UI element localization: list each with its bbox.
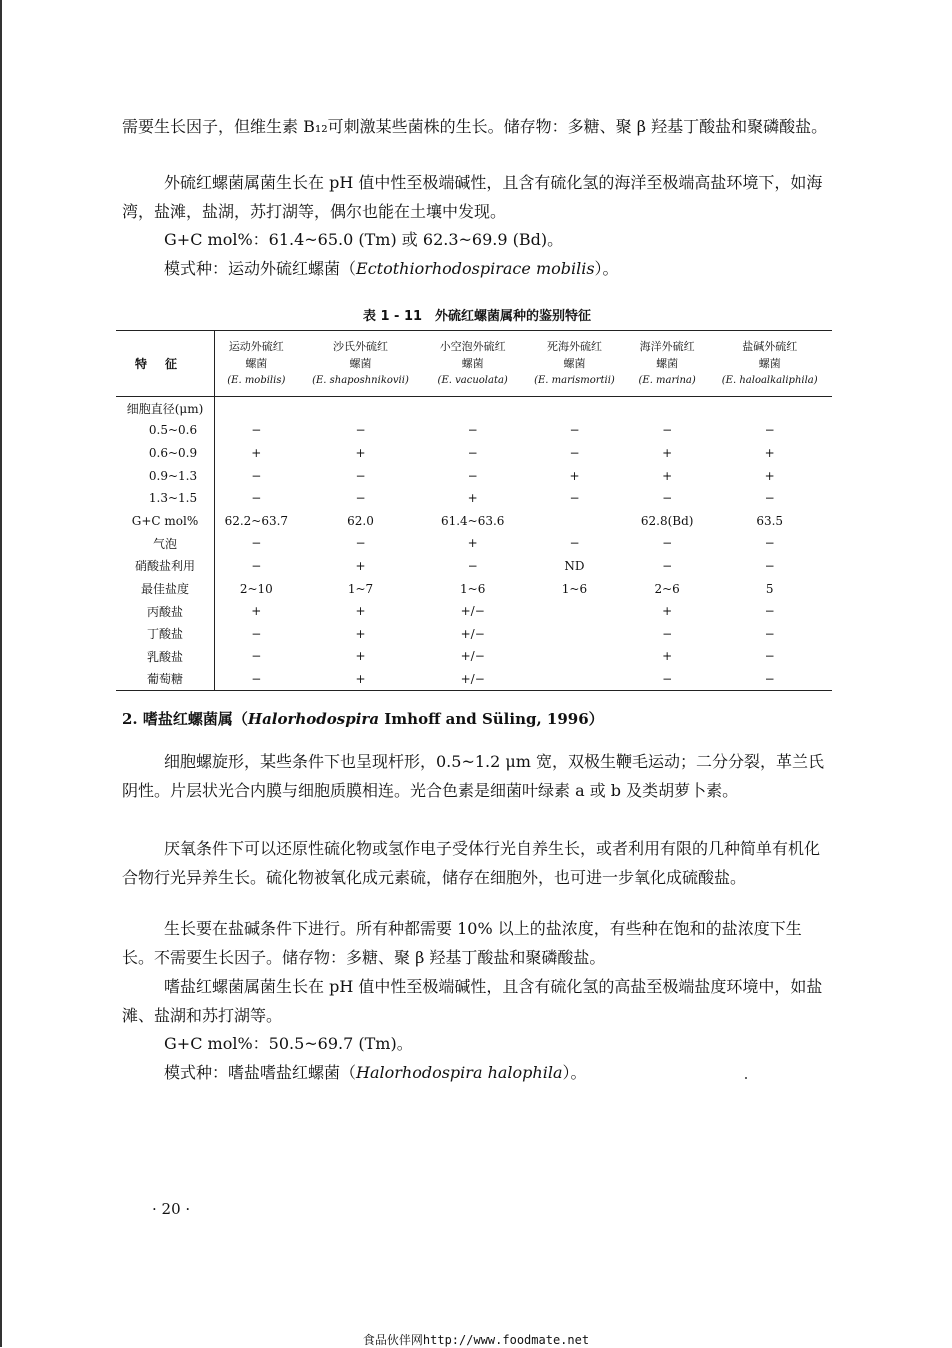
species-header — [522, 331, 627, 397]
table-cell: − — [355, 536, 366, 551]
paragraph-morphology: 细胞螺旋形，某些条件下也呈现杆形，0.5~1.2 μm 宽，双极生鞭毛运动；二分分裂，革兰氏阴性。片层状光合内膜与细胞质膜相连。光合色素是细菌叶绿素 a 或 b 及类胡萝卜素。 — [122, 752, 825, 800]
table-cell: + — [467, 536, 478, 551]
species-header — [298, 331, 424, 397]
table-cell: − — [764, 423, 775, 438]
table-cell — [522, 622, 627, 645]
species-name: 海洋外硫红螺菌 — [639, 340, 695, 370]
footer-watermark: 食品伙伴网http://www.foodmate.net — [362, 1333, 590, 1347]
row-label: 1.3~1.5 — [116, 487, 215, 510]
row-label: 0.9~1.3 — [116, 464, 215, 487]
row-label: 最佳盐度 — [116, 577, 215, 600]
type-species-sci-name: Ectothiorhodospirace mobilis — [356, 259, 595, 278]
table-cell: − — [467, 445, 478, 460]
table-row — [116, 532, 832, 555]
species-name: 沙氏外硫红螺菌 — [332, 340, 388, 370]
table-cell: − — [662, 491, 673, 506]
table-cell: − — [764, 671, 775, 686]
table-cell: + — [355, 558, 366, 573]
species-characteristics-table — [116, 330, 832, 691]
table-cell: 61.4~63.6 — [440, 513, 505, 528]
table-cell — [522, 668, 627, 691]
row-label: G+C mol% — [116, 509, 215, 532]
table-cell: − — [569, 423, 580, 438]
table-cell: + — [251, 604, 262, 619]
table-cell: + — [355, 604, 366, 619]
table-row — [116, 555, 832, 578]
species-header — [215, 331, 298, 397]
table-cell: − — [764, 558, 775, 573]
table-cell — [627, 397, 708, 420]
row-label: 0.6~0.9 — [116, 442, 215, 465]
table-cell: + — [764, 445, 775, 460]
table-cell: 62.0 — [347, 513, 374, 528]
table-cell: − — [467, 468, 478, 483]
table-cell: + — [662, 445, 673, 460]
table-cell: − — [662, 423, 673, 438]
paragraph-type-species-2 — [122, 1058, 832, 1087]
table-cell: +/− — [460, 604, 485, 619]
section-heading-genus: Halorhodospira — [247, 710, 380, 728]
row-label: 葡萄糖 — [116, 668, 215, 691]
paragraph-gc-content: G+C mol%：61.4~65.0 (Tm) 或 62.3~69.9 (Bd)。 — [164, 230, 564, 249]
type-species-suffix: ）。 — [594, 259, 619, 278]
type-species-sci-name: Halorhodospira halophila — [356, 1063, 563, 1082]
scan-speck — [745, 1077, 747, 1079]
table-cell: 2~6 — [654, 581, 680, 596]
paragraph-habitat-2: 嗜盐红螺菌属菌生长在 pH 值中性至极端碱性，且含有硫化氢的高盐至极端盐度环境中，如盐滩、盐湖和苏打湖等。 — [122, 977, 823, 1025]
row-label: 气泡 — [116, 532, 215, 555]
row-label: 硝酸盐利用 — [116, 555, 215, 578]
table-cell: − — [662, 671, 673, 686]
table-cell: − — [764, 626, 775, 641]
species-name: 运动外硫红螺菌 — [228, 340, 284, 370]
table-cell: − — [251, 649, 262, 664]
table-cell: − — [467, 423, 478, 438]
table-cell — [298, 397, 424, 420]
table-cell — [423, 397, 522, 420]
table-row — [116, 464, 832, 487]
table-cell — [522, 600, 627, 623]
row-label: 细胞直径(μm) — [116, 397, 215, 420]
table-cell — [215, 397, 298, 420]
table-cell: 1~7 — [347, 581, 374, 596]
table-cell: − — [251, 536, 262, 551]
table-cell: − — [662, 558, 673, 573]
table-row — [116, 577, 832, 600]
page-edge-line — [0, 0, 2, 1347]
table-cell: 63.5 — [756, 513, 784, 528]
table-cell: − — [251, 491, 262, 506]
table-cell — [522, 509, 627, 532]
table-row — [116, 487, 832, 510]
type-species-suffix: ）。 — [562, 1063, 587, 1082]
table-cell: ND — [564, 558, 585, 573]
section-heading-suffix: Imhoff and Süling, 1996） — [379, 710, 604, 728]
table-cell: − — [662, 626, 673, 641]
table-cell: − — [251, 671, 262, 686]
table-cell: 5 — [765, 581, 774, 596]
row-label: 丁酸盐 — [116, 622, 215, 645]
table-cell — [522, 397, 627, 420]
type-species-prefix: 模式种：运动外硫红螺菌（ — [164, 259, 357, 278]
table-cell: 62.2~63.7 — [224, 513, 289, 528]
row-label: 0.5~0.6 — [116, 419, 215, 442]
page-number: · 20 · — [152, 1200, 191, 1218]
table-cell: + — [662, 468, 673, 483]
species-header — [707, 331, 832, 397]
table-cell: − — [251, 626, 262, 641]
table-cell: + — [355, 626, 366, 641]
row-label: 乳酸盐 — [116, 645, 215, 668]
species-header — [627, 331, 708, 397]
table-cell: + — [764, 468, 775, 483]
table-cell: 2~10 — [239, 581, 273, 596]
section-heading — [122, 708, 832, 729]
table-row — [116, 600, 832, 623]
species-name: 死海外硫红螺菌 — [546, 340, 602, 370]
table-cell: +/− — [460, 626, 485, 641]
table-row — [116, 645, 832, 668]
paragraph-growth-factors: 需要生长因子，但维生素 B₁₂可刺激某些菌株的生长。储存物：多糖、聚 β 羟基丁酸盐和聚磷酸盐。 — [122, 117, 828, 136]
species-sci-name: (E. mobilis) — [227, 375, 286, 386]
species-header — [423, 331, 522, 397]
table-cell: − — [251, 423, 262, 438]
table-cell — [707, 397, 832, 420]
species-name: 盐碱外硫红螺菌 — [742, 340, 798, 370]
paragraph-type-species — [122, 254, 832, 283]
species-name: 小空泡外硫红螺菌 — [439, 340, 506, 370]
table-cell: 62.8(Bd) — [640, 513, 694, 528]
table-cell: − — [355, 491, 366, 506]
table-caption: 表 1 - 11 外硫红螺菌属种的鉴别特征 — [362, 309, 592, 324]
paragraph-metabolism: 厌氧条件下可以还原性硫化物或氢作电子受体行光自养生长，或者利用有限的几种简单有机化合物行光异养生长。硫化物被氧化成元素硫，储存在细胞外，也可进一步氧化成硫酸盐。 — [122, 839, 821, 887]
table-row — [116, 509, 832, 532]
table-row — [116, 419, 832, 442]
table-cell: + — [251, 445, 262, 460]
species-sci-name: (E. shaposhnikovii) — [312, 375, 409, 386]
table-cell: − — [569, 491, 580, 506]
table-cell: − — [355, 423, 366, 438]
species-sci-name: (E. haloalkaliphila) — [721, 375, 818, 386]
table-cell: − — [764, 491, 775, 506]
table-row — [116, 397, 832, 420]
feature-column-header: 特征 — [116, 331, 215, 397]
table-cell: − — [251, 558, 262, 573]
table-cell — [522, 645, 627, 668]
table-cell: − — [569, 536, 580, 551]
table-cell: + — [355, 649, 366, 664]
paragraph-salinity: 生长要在盐碱条件下进行。所有种都需要 10% 以上的盐浓度，有些种在饱和的盐浓度下生长。不需要生长因子。储存物：多糖、聚 β 羟基丁酸盐和聚磷酸盐。 — [122, 919, 802, 967]
species-sci-name: (E. marismortii) — [534, 375, 615, 386]
table-cell: − — [764, 604, 775, 619]
table-cell: +/− — [460, 671, 485, 686]
table-cell: − — [662, 536, 673, 551]
species-sci-name: (E. vacuolata) — [437, 375, 508, 386]
table-header-row — [116, 331, 832, 397]
table-cell: +/− — [460, 649, 485, 664]
table-cell: − — [251, 468, 262, 483]
table-cell: − — [764, 649, 775, 664]
table-cell: + — [662, 649, 673, 664]
table-cell: + — [569, 468, 580, 483]
type-species-prefix: 模式种：嗜盐嗜盐红螺菌（ — [164, 1063, 357, 1082]
table-cell: − — [764, 536, 775, 551]
paragraph-habitat: 外硫红螺菌属菌生长在 pH 值中性至极端碱性，且含有硫化氢的海洋至极端高盐环境下，如海湾，盐滩，盐湖，苏打湖等，偶尔也能在土壤中发现。 — [122, 173, 823, 221]
table-cell: + — [355, 445, 366, 460]
table-cell: + — [467, 491, 478, 506]
table-cell: − — [355, 468, 366, 483]
species-sci-name: (E. marina) — [638, 375, 696, 386]
paragraph-gc-content-2: G+C mol%：50.5~69.7 (Tm)。 — [164, 1034, 413, 1053]
table-cell: 1~6 — [460, 581, 486, 596]
table-cell: − — [569, 445, 580, 460]
table-cell: 1~6 — [561, 581, 588, 596]
table-cell: + — [662, 604, 673, 619]
table-row — [116, 442, 832, 465]
row-label: 丙酸盐 — [116, 600, 215, 623]
table-row — [116, 668, 832, 691]
section-heading-prefix: 2. 嗜盐红螺菌属（ — [122, 710, 248, 728]
table-cell: + — [355, 671, 366, 686]
table-cell: − — [467, 558, 478, 573]
table-row — [116, 622, 832, 645]
